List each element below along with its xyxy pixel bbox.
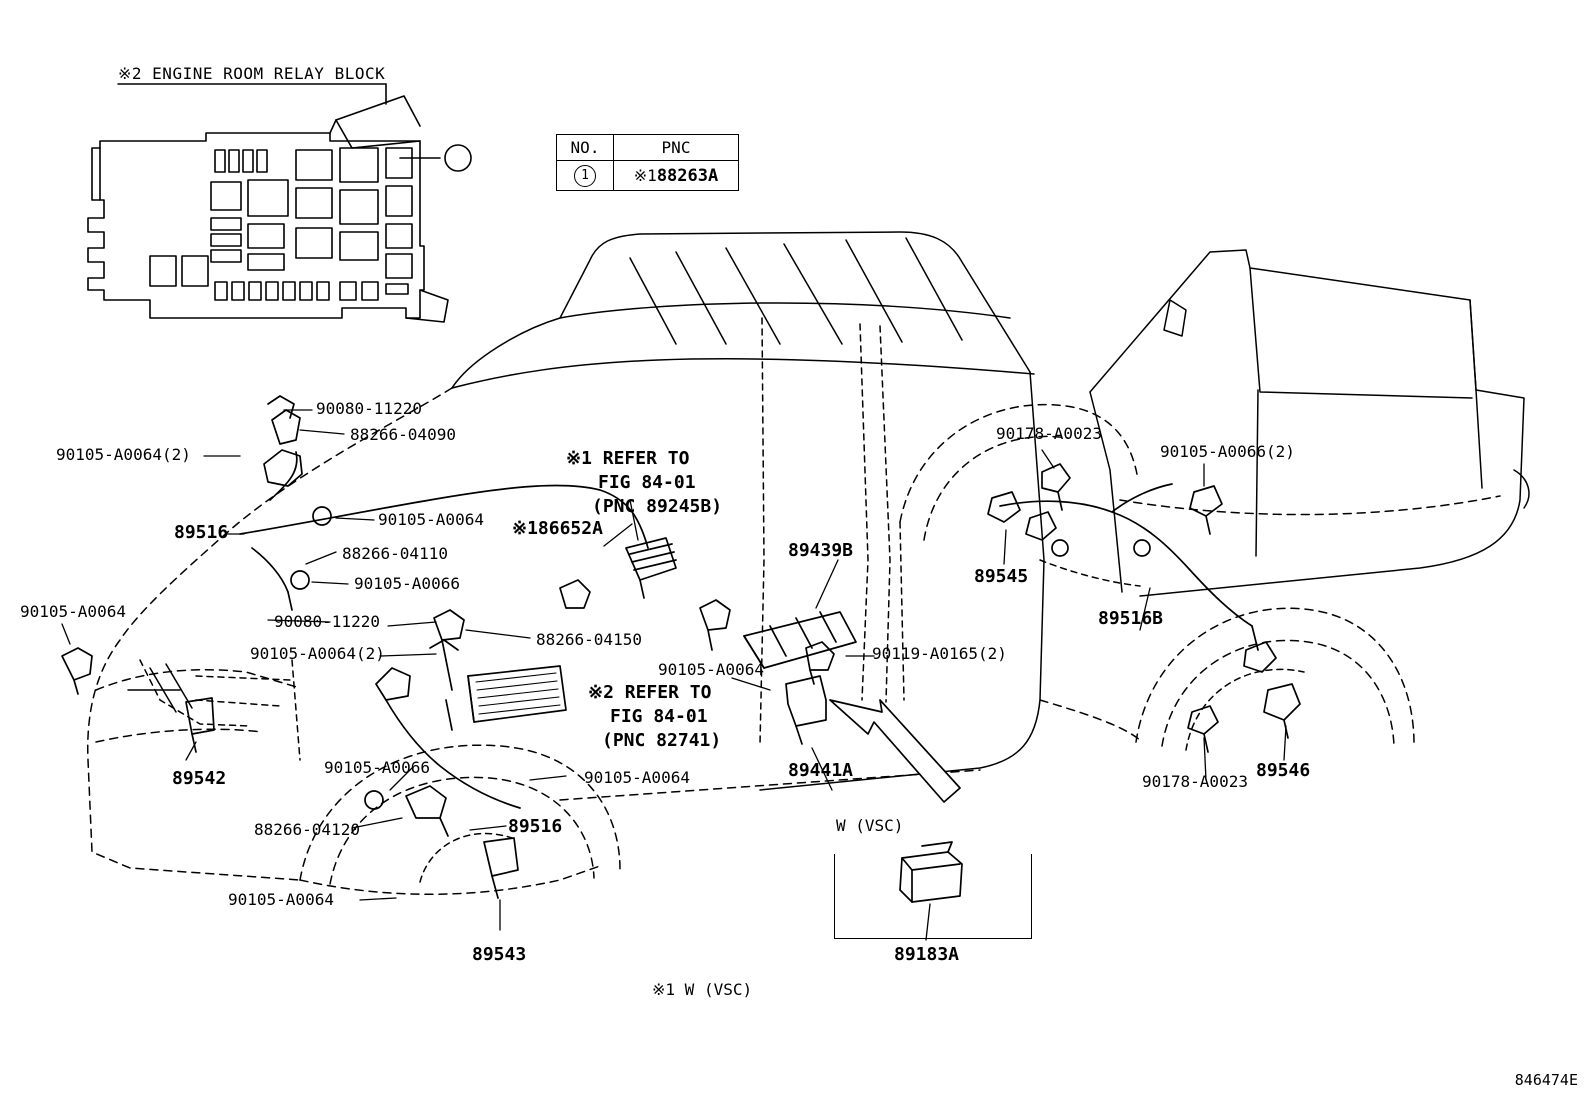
- label-ref-fig8401-1-line2: FIG 84-01: [598, 472, 696, 493]
- label-90178-A0023-b: 90178-A0023: [1142, 772, 1248, 791]
- pnc-table-header-pnc: PNC: [614, 135, 739, 161]
- label-90119-A0165-2: 90119-A0165(2): [872, 644, 1007, 663]
- label-vsc-note-top: W (VSC): [836, 816, 904, 835]
- label-89441A: 89441A: [788, 760, 854, 781]
- label-ref-fig8401-2-line3: (PNC 82741): [602, 730, 722, 751]
- pnc-row-value: [614, 161, 739, 191]
- label-88266-04120: 88266-04120: [254, 820, 360, 839]
- label-89183A: 89183A: [894, 944, 960, 965]
- label-88266-04110: 88266-04110: [342, 544, 448, 563]
- label-89439B: 89439B: [788, 540, 854, 561]
- label-90105-A0064-a: 90105-A0064: [378, 510, 484, 529]
- engine-room-relay-block-art: [88, 96, 448, 322]
- label-89543: 89543: [472, 944, 527, 965]
- label-90105-A0064-c: 90105-A0064: [584, 768, 690, 787]
- pnc-row-no: [557, 161, 614, 191]
- label-89516-b: 89516: [508, 816, 563, 837]
- vsc-group-box: [834, 854, 1032, 939]
- label-90105-A0066-2: 90105-A0066(2): [1160, 442, 1295, 461]
- label-ref-fig8401-1-line3: (PNC 89245B): [592, 496, 723, 517]
- label-88266-04150: 88266-04150: [536, 630, 642, 649]
- label-ref-fig8401-1-line1: ※1 REFER TO: [566, 448, 690, 469]
- pnc-table: [556, 134, 739, 191]
- pnc-part-number: 88263A: [656, 165, 719, 186]
- label-90105-A0064-d: 90105-A0064: [228, 890, 334, 909]
- label-90080-11220-a: 90080-11220: [316, 399, 422, 418]
- label-ref-fig8401-2-line2: FIG 84-01: [610, 706, 708, 727]
- label-90105-A0064-2-a: 90105-A0064(2): [56, 445, 191, 464]
- label-90105-A0064-2-b: 90105-A0064(2): [250, 644, 385, 663]
- label-90105-A0066-b: 90105-A0066: [324, 758, 430, 777]
- diagram-footer-code: 846474E: [1514, 1071, 1578, 1089]
- label-90105-A0064-e: 90105-A0064: [658, 660, 764, 679]
- table-row: [557, 161, 739, 191]
- label-88266-04090: 88266-04090: [350, 425, 456, 444]
- label-vsc-note-bottom: ※1 W (VSC): [652, 980, 753, 999]
- label-89546: 89546: [1256, 760, 1311, 781]
- label-ref-fig8401-2-line1: ※2 REFER TO: [588, 682, 712, 703]
- label-90105-A0064-b: 90105-A0064: [20, 602, 126, 621]
- label-89516-a: 89516: [174, 522, 229, 543]
- label-89545: 89545: [974, 566, 1029, 587]
- pnc-ref-mark: ※1: [633, 165, 657, 185]
- label-90105-A0066-a: 90105-A0066: [354, 574, 460, 593]
- label-90178-A0023-a: 90178-A0023: [996, 424, 1102, 443]
- label-86652A: ※186652A: [512, 518, 603, 539]
- truck-outline: [88, 232, 1529, 894]
- label-89542: 89542: [172, 768, 227, 789]
- callout-number-1: 1: [574, 165, 596, 187]
- label-89516B: 89516B: [1098, 608, 1164, 629]
- label-90080-11220-b: 90080-11220: [274, 612, 380, 631]
- pnc-table-header-no: NO.: [557, 135, 614, 161]
- relay-block-title: ※2 ENGINE ROOM RELAY BLOCK: [118, 64, 386, 83]
